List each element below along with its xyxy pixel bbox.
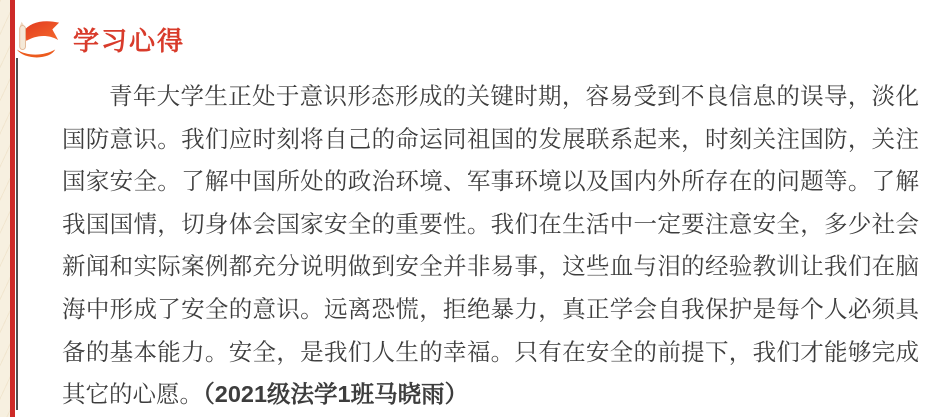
section-header [13, 18, 185, 60]
author-signature: （2021级法学1班马晓雨） [203, 381, 469, 408]
red-vertical-rule [10, 0, 15, 417]
dark-vertical-rule [16, 58, 18, 410]
reflection-paragraph [62, 75, 919, 416]
left-decorative-strip [0, 0, 10, 417]
paragraph-text: 青年大学生正处于意识形态形成的关键时期，容易受到不良信息的误导，淡化国防意识。我们应时刻将自己的命运同祖国的发展联系起来，时刻关注国防，关注国家安全。了解中国所处的政治环境、军事环境以及国内外所存在的问题等。了解我国国情，切身体会国家安全的重要性。我们在生活中一定要注意安全，多少社会新闻和实际案例都充分说明做到安全并非易事，这些血与泪的经验教训让我们在脑海中形成了安全的意识。远离恐慌，拒绝暴力，真正学会自我保护是每个人必须具备的基本能力。安全，是我们人生的幸福。只有在安全的前提下，我们才能够完成其它的心愿。 [62, 83, 919, 408]
page-title: 学习心得 [73, 26, 186, 56]
reflection-text-block [62, 75, 919, 416]
red-flag-icon [13, 18, 61, 60]
